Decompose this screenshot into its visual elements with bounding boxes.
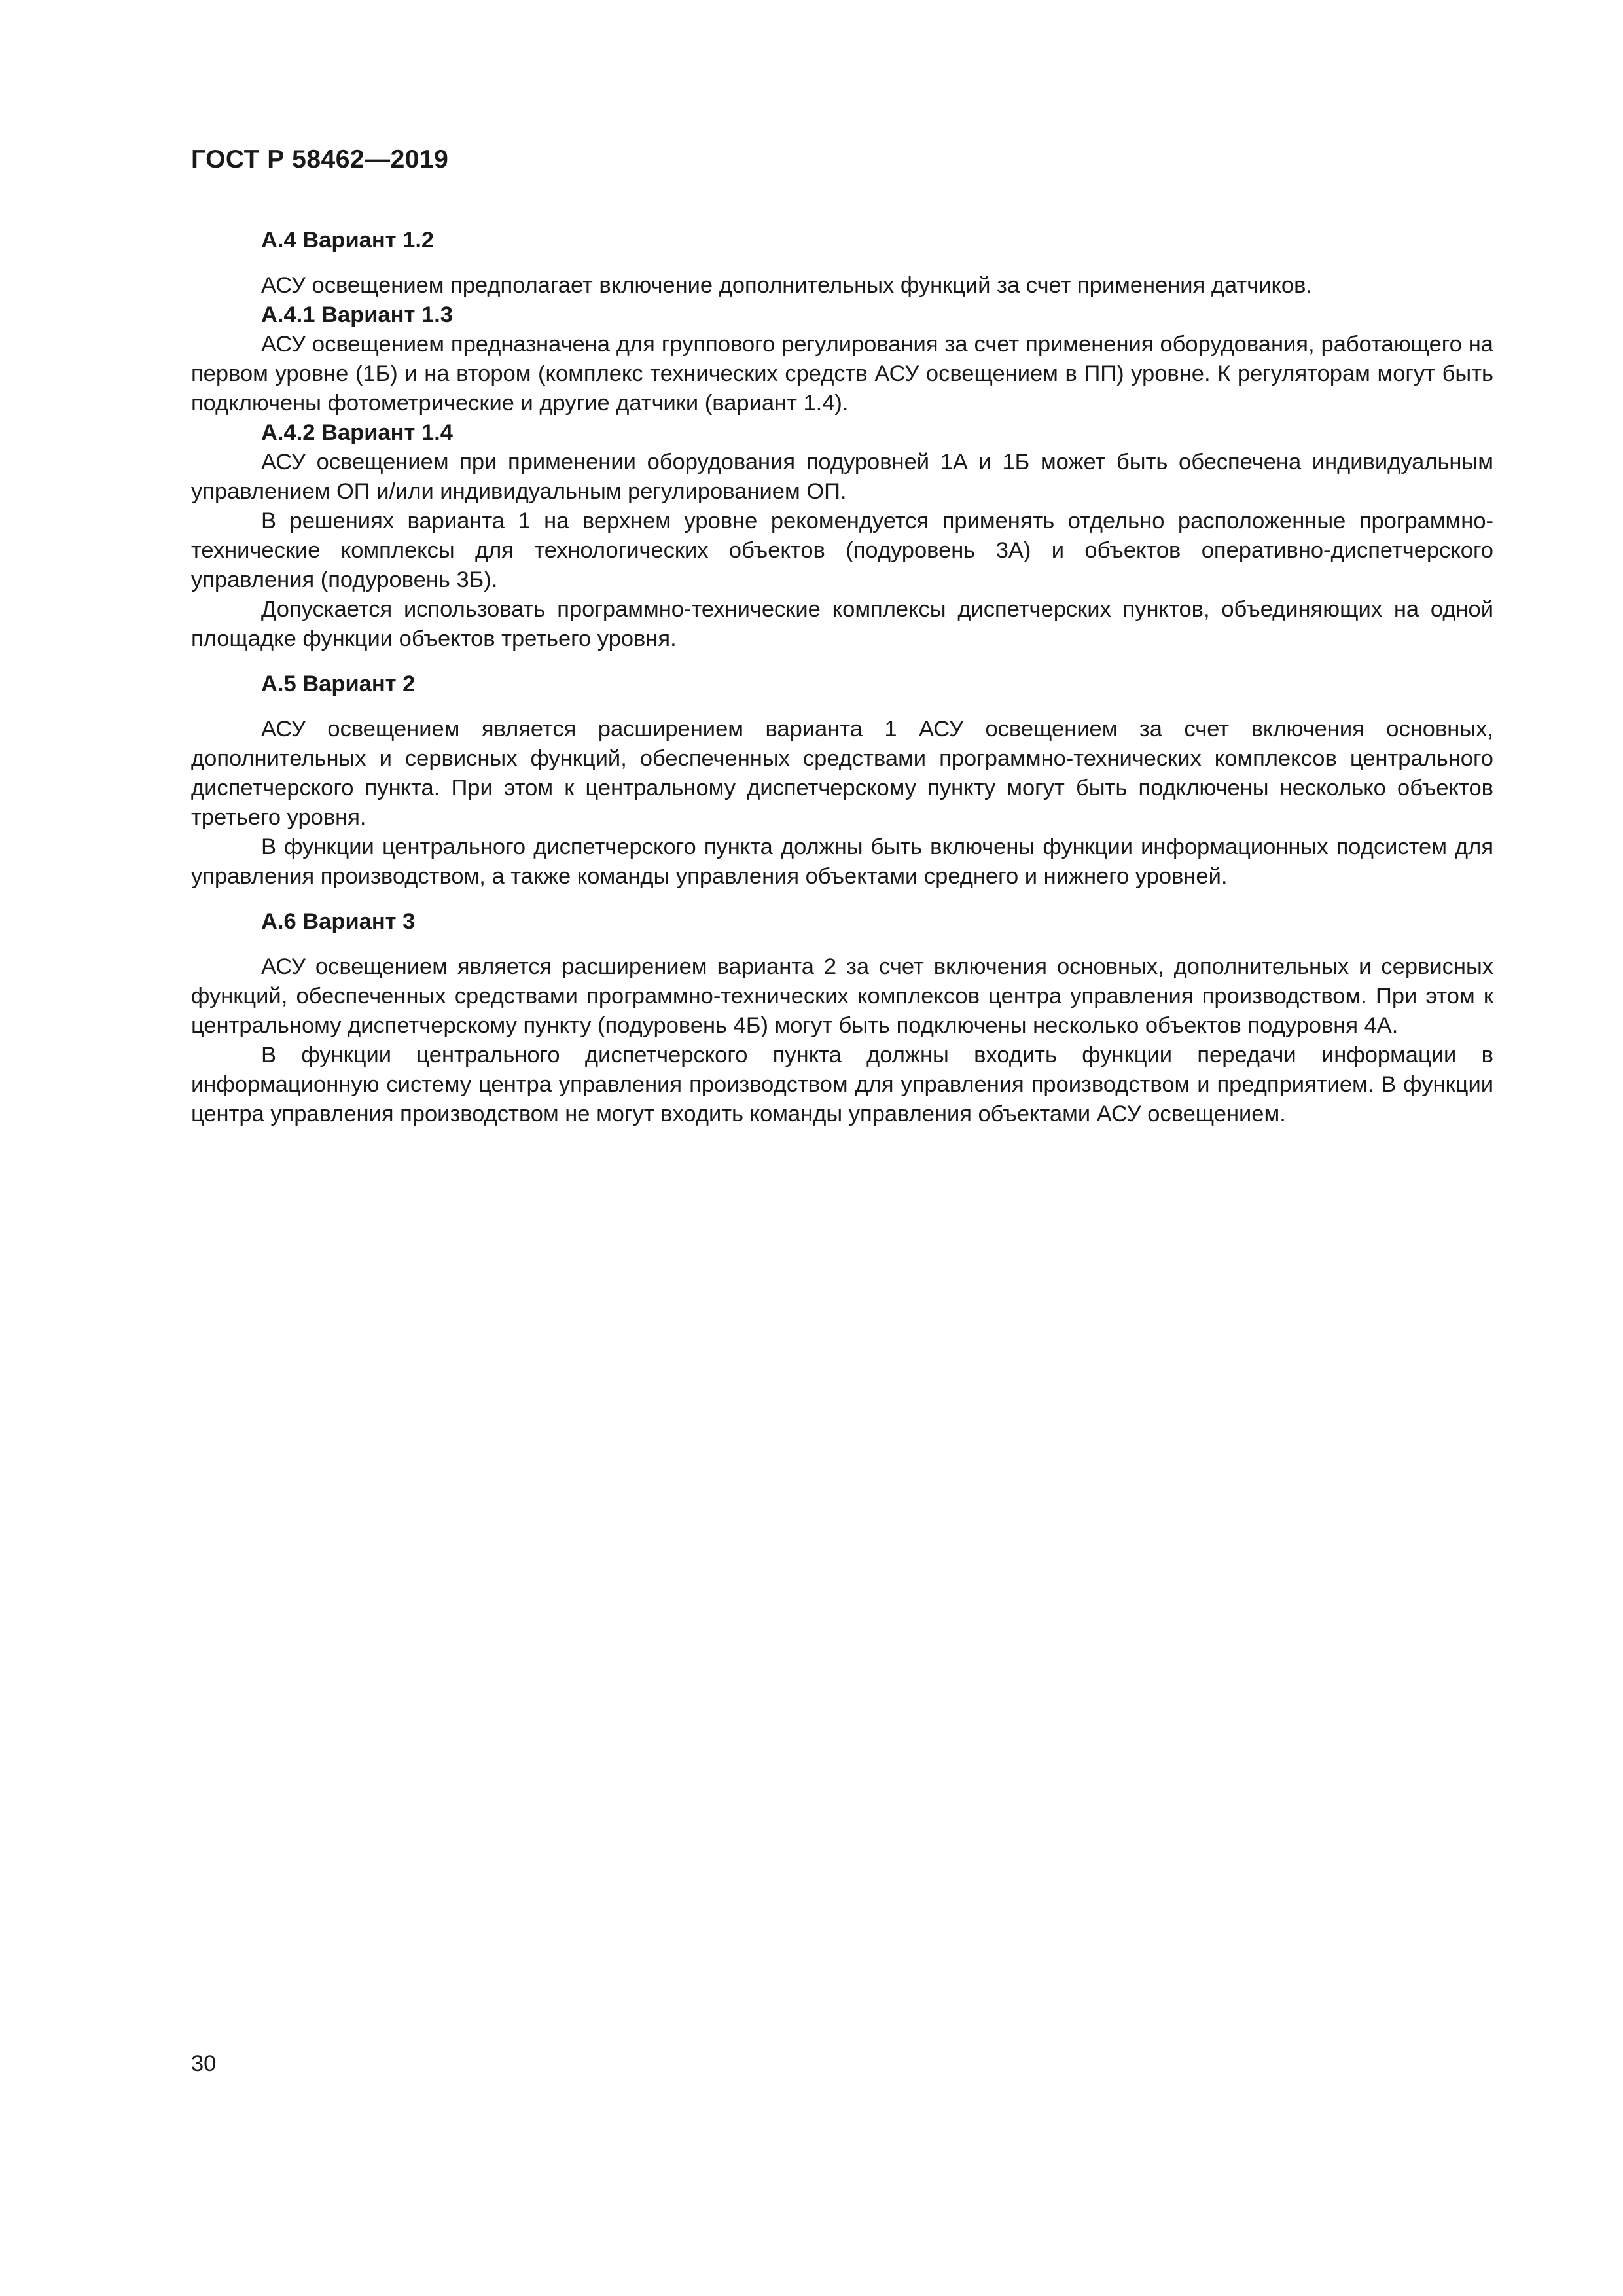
- section-heading-a6: А.6 Вариант 3: [261, 909, 416, 934]
- paragraph: АСУ освещением предназначена для группового регулирования за счет применения оборудования, работающего на первом уровне (1Б) и на втором (комплекс технических средств АСУ освещением в ПП) уровне. К регуляторам могут быть подключены фотометрические и другие датчики (вариант 1.4).: [191, 332, 1493, 416]
- paragraph: АСУ освещением при применении оборудования подуровней 1А и 1Б может быть обеспечена индивидуальным управлением ОП и/или индивидуальным регулированием ОП.: [191, 450, 1493, 504]
- paragraph: В решениях варианта 1 на верхнем уровне рекомендуется применять отдельно расположенные программно-технические комплексы для технологических объектов (подуровень 3А) и объектов оперативно-диспетчерского управления (подуровень 3Б).: [191, 509, 1493, 592]
- section-heading-a5: А.5 Вариант 2: [261, 672, 416, 696]
- paragraph: В функции центрального диспетчерского пункта должны входить функции передачи информации в информационную систему центра управления производством для управления производством и предприятием. В функции центра управления производством не могут входить команды управления объектами АСУ освещением.: [191, 1043, 1493, 1126]
- paragraph: АСУ освещением является расширением варианта 2 за счет включения основных, дополнительных и сервисных функций, обеспеченных средствами программно-технических комплексов центра управления производством. При этом к центральному диспетчерскому пункту (подуровень 4Б) могут быть подключены несколько объектов подуровня 4А.: [191, 954, 1493, 1038]
- document-body: [191, 226, 1493, 1129]
- paragraph: В функции центрального диспетчерского пункта должны быть включены функции информационных подсистем для управления производством, а также команды управления объектами среднего и нижнего уровней.: [191, 834, 1493, 889]
- document-id-header: ГОСТ Р 58462—2019: [191, 145, 449, 173]
- page-number: 30: [191, 2051, 217, 2076]
- paragraph: АСУ освещением является расширением варианта 1 АСУ освещением за счет включения основных, дополнительных и сервисных функций, обеспеченных средствами программно-технических комплексов центрального диспетчерского пункта. При этом к центральному диспетчерскому пункту могут быть подключены несколько объектов третьего уровня.: [191, 717, 1493, 830]
- subsection-heading-a42: А.4.2 Вариант 1.4: [261, 420, 453, 445]
- paragraph: АСУ освещением предполагает включение дополнительных функций за счет применения датчиков.: [261, 273, 1313, 298]
- subsection-heading-a41: А.4.1 Вариант 1.3: [261, 302, 453, 327]
- section-heading-a4: А.4 Вариант 1.2: [261, 228, 435, 253]
- paragraph: Допускается использовать программно-технические комплексы диспетчерских пунктов, объединяющих на одной площадке функции объектов третьего уровня.: [191, 597, 1493, 651]
